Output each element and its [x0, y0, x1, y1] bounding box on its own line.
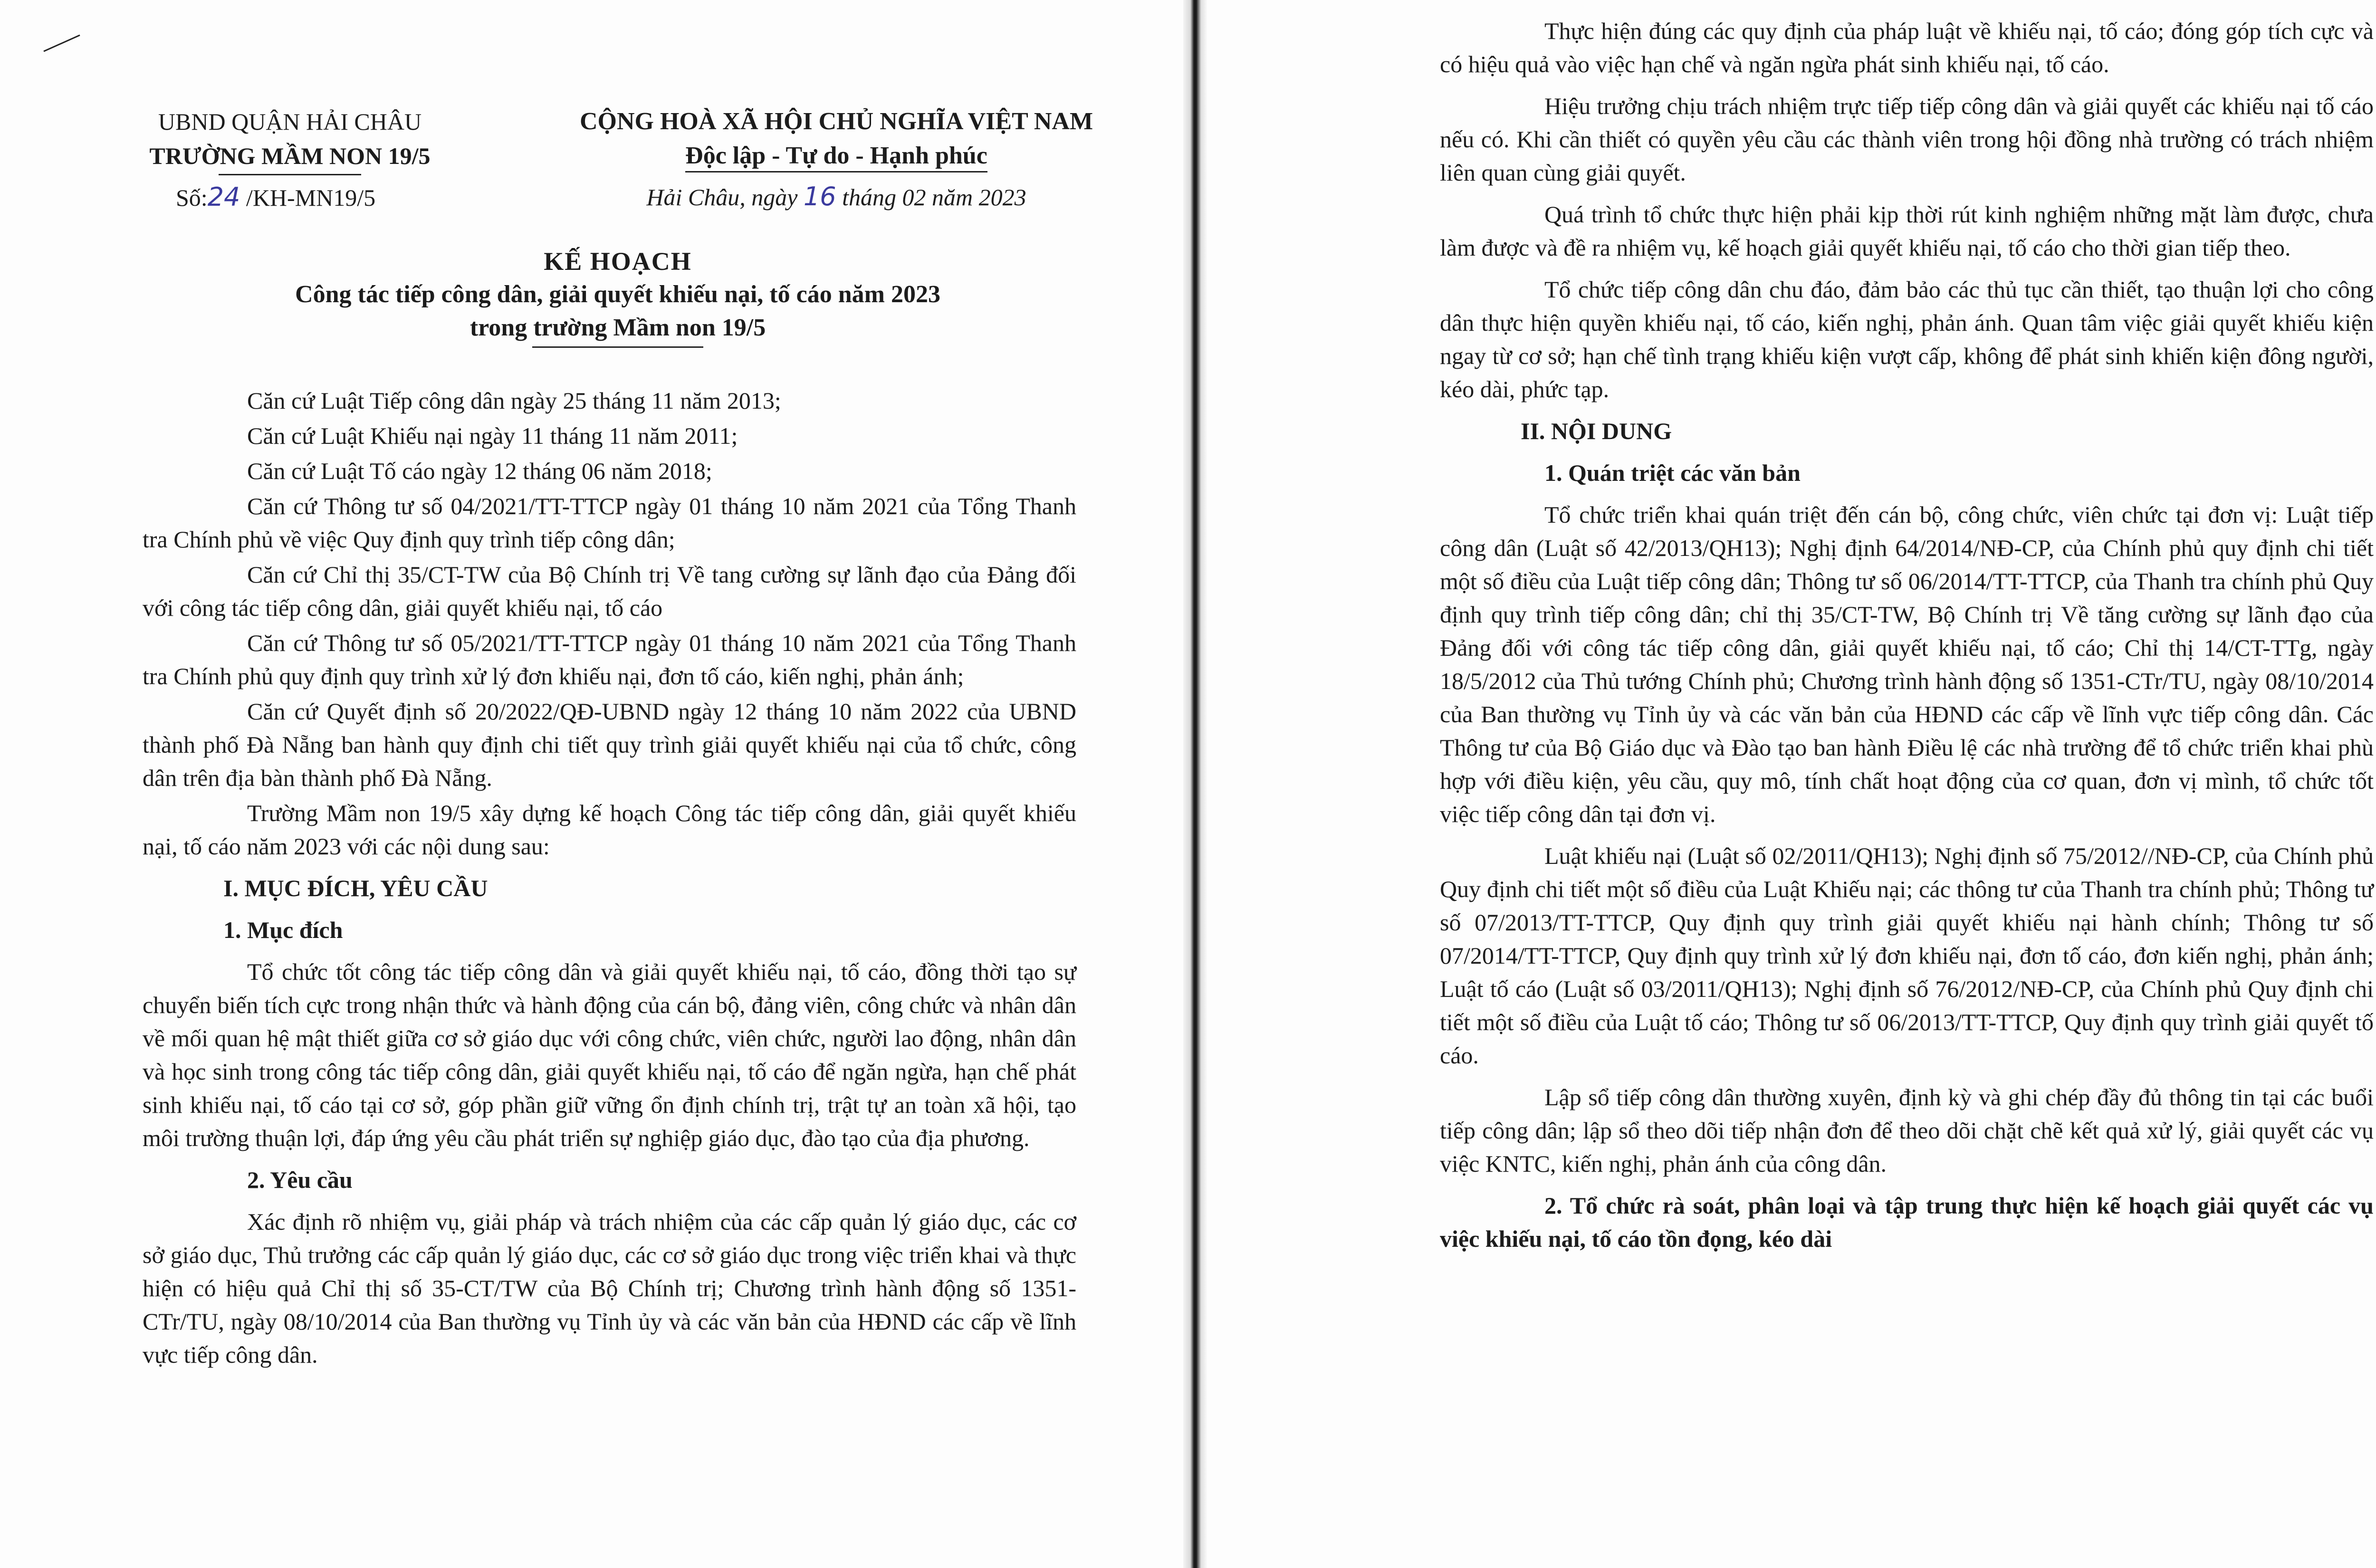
document-number [95, 180, 485, 215]
citizen-reception-paragraph: Tổ chức tiếp công dân chu đáo, đảm bảo các thủ tục cần thiết, tạo thuận lợi cho công dân thực hiện quyền khiếu nại, tố cáo, kiến nghị, phản ánh. Quan tâm việc giải quyết khiếu kiện ngay từ cơ sở; hạn chế tình trạng khiếu kiện vượt cấp, không để phát sinh khiến kiện đông người, kéo dài, phức tạp. [1440, 276, 2374, 402]
national-motto: Độc lập - Tự do - Hạnh phúc [685, 141, 987, 172]
legal-basis-1: Căn cứ Luật Tiếp công dân ngày 25 tháng 11 năm 2013; [247, 387, 781, 414]
title-line-2: trong trường Mầm non 19/5 [469, 314, 766, 341]
requirements-paragraph-2: Thực hiện đúng các quy định của pháp luật về khiếu nại, tố cáo; đóng góp tích cực và có hiệu quả vào việc hạn chế và ngăn ngừa phát sinh khiếu nại, tố cáo. [1440, 18, 2374, 77]
section-2-heading: II. NỘI DUNG [1521, 418, 1672, 444]
left-page-body [143, 384, 1076, 1380]
purpose-paragraph: Tổ chức tốt công tác tiếp công dân và giải quyết khiếu nại, tố cáo, đồng thời tạo sự chuyển biến tích cực trong nhận thức và hành động của cán bộ, đảng viên, công chức và nhân dân về mối quan hệ mật thiết giữa cơ sở giáo dục với công chức, viên chức, người lao động, nhân dân và học sinh trong công tác tiếp công dân, giải quyết khiếu nại, tố cáo để ngăn ngừa, hạn chế phát sinh khiếu nại, tố cáo tại cơ sở, góp phần giữ vững ổn định chính trị, trật tự an toàn xã hội, tạo môi trường thuận lợi, đáp ứng yêu cầu phát triển sự nghiệp giáo dục, đào tạo của địa phương. [143, 958, 1076, 1151]
requirements-paragraph: Xác định rõ nhiệm vụ, giải pháp và trách nhiệm của các cấp quản lý giáo dục, các cơ sở giáo dục, Thủ trưởng các cấp quản lý giáo dục, các cơ sở giáo dục trong việc triển khai và thực hiện có hiệu quả Chỉ thị số 35-CT/TW của Bộ Chính trị; Chương trình hành động số 1351-CTr/TU, ngày 08/10/2014 của Ban thường vụ Tỉnh ủy và các văn bản của HĐND các cấp về lĩnh vực tiếp công dân. [143, 1208, 1076, 1368]
agency-name: UBND QUẬN HẢI CHÂU [158, 108, 422, 135]
title-line-1: Công tác tiếp công dân, giải quyết khiếu nại, tố cáo năm 2023 [295, 281, 940, 308]
document-title [95, 245, 1140, 348]
school-underline [219, 174, 361, 175]
section-1-heading: I. MỤC ĐÍCH, YÊU CẦU [223, 875, 488, 901]
issuing-agency-block [95, 105, 485, 215]
right-page [1207, 0, 2376, 1568]
legal-basis-7: Căn cứ Quyết định số 20/2022/QĐ-UBND ngày 12 tháng 10 năm 2022 của UBND thành phố Đà Nẵng ban hành quy định chi tiết quy trình giải quyết khiếu nại của tổ chức, công dân trên địa bàn thành phố Đà Nẵng. [143, 698, 1076, 791]
number-suffix: /KH-MN19/5 [240, 184, 376, 211]
pen-stroke-mark [43, 33, 81, 52]
document-type: KẾ HOẠCH [544, 247, 692, 276]
handwritten-day: 16 [803, 182, 836, 211]
legal-basis-5: Căn cứ Chỉ thị 35/CT-TW của Bộ Chính trị Về tang cường sự lãnh đạo của Đảng đối với công tác tiếp công dân, giải quyết khiếu nại, tố cáo [143, 561, 1076, 621]
left-page [0, 0, 1183, 1568]
legal-basis-4: Căn cứ Thông tư số 04/2021/TT-TTCP ngày 01 tháng 10 năm 2021 của Tổng Thanh tra Chính phủ về việc Quy định quy trình tiếp công dân; [143, 493, 1076, 553]
right-page-body [1440, 14, 2374, 1264]
title-underline [532, 346, 703, 348]
handwritten-number: 24 [207, 182, 240, 212]
documents-paragraph-3: Lập sổ tiếp công dân thường xuyên, định kỳ và ghi chép đầy đủ thông tin tại các buổi tiếp công dân; lập sổ theo dõi tiếp nhận đơn để theo dõi chặt chẽ kết quả xử lý, giải quyết các vụ việc KNTC, kiến nghị, phản ánh của công dân. [1440, 1084, 2374, 1177]
subsection-review-heading: 2. Tổ chức rà soát, phân loại và tập trung thực hiện kế hoạch giải quyết các vụ việc khiếu nại, tố cáo tồn đọng, kéo dài [1440, 1192, 2374, 1252]
place-date [513, 180, 1159, 214]
documents-paragraph-1: Tổ chức triển khai quán triệt đến cán bộ, công chức, viên chức tại đơn vị: Luật tiếp công dân (Luật số 42/2013/QH13); Nghị định 64/2014/NĐ-CP, của Chính phủ quy định chi tiết một số điều của Luật tiếp công dân; Thông tư số 06/2014/TT-TTCP, của Thanh tra chính phủ Quy định quy trình tiếp công dân; chỉ thị 35/CT-TW, Bộ Chính trị Về tăng cường sự lãnh đạo của Đảng đối với công tác tiếp công dân, giải quyết khiếu nại, tố cáo; Chỉ thị 14/CT-TTg, ngày 18/5/2012 của Thủ tướng Chính phủ; Chương trình hành động số 1351-CTr/TU, ngày 08/10/2014 của Ban thường vụ Tỉnh ủy và các văn bản của HĐND các cấp về lĩnh vực tiếp công dân. Các Thông tư của Bộ Giáo dục và Đào tạo ban hành Điều lệ các nhà trường để tổ chức triển khai phù hợp với điều kiện, yêu cầu, quy mô, tính chất hoạt động của cơ quan, đơn vị mình, tổ chức tốt việc tiếp công dân tại đơn vị. [1440, 501, 2374, 827]
school-name: TRƯỜNG MẦM NON 19/5 [149, 143, 431, 169]
page-fold-gutter [1183, 0, 1207, 1568]
documents-paragraph-2: Luật khiếu nại (Luật số 02/2011/QH13); Nghị định số 75/2012//NĐ-CP, của Chính phủ Quy định chi tiết một số điều của Luật Khiếu nại; các thông tư của Thanh tra chính phủ; Thông tư số 07/2013/TT-TTCP, Quy định quy trình giải quyết khiếu nại hành chính; Thông tư số 07/2014/TT-TTCP, Quy định quy trình xử lý đơn khiếu nại, đơn tố cáo, đơn kiến nghị, phản ánh; Luật tố cáo (Luật số 03/2011/QH13); Nghị định số 76/2012/NĐ-CP, của Chính phủ Quy định chi tiết một số điều của Luật tố cáo; Thông tư số 06/2013/TT-TTCP, Quy định quy trình giải quyết tố cáo. [1440, 842, 2374, 1069]
country-name: CỘNG HOÀ XÃ HỘI CHỦ NGHĨA VIỆT NAM [579, 108, 1093, 135]
legal-basis-2: Căn cứ Luật Khiếu nại ngày 11 tháng 11 năm 2011; [247, 422, 738, 449]
legal-basis-6: Căn cứ Thông tư số 05/2021/TT-TTCP ngày 01 tháng 10 năm 2021 của Tổng Thanh tra Chính phủ quy định quy trình xử lý đơn khiếu nại, đơn tố cáo, kiến nghị, phản ánh; [143, 630, 1076, 689]
lessons-learned-paragraph: Quá trình tổ chức thực hiện phải kịp thời rút kinh nghiệm những mặt làm được, chưa làm được và đề ra nhiệm vụ, kế hoạch giải quyết khiếu nại, tố cáo cho thời gian tiếp theo. [1440, 201, 2374, 261]
subsection-documents-heading: 1. Quán triệt các văn bản [1544, 459, 1801, 486]
number-prefix: Số: [176, 184, 208, 211]
subsection-requirements-heading: 2. Yêu cầu [247, 1166, 353, 1193]
national-header-block [513, 105, 1159, 214]
place-date-suffix: tháng 02 năm 2023 [836, 184, 1026, 210]
principal-responsibility-paragraph: Hiệu trưởng chịu trách nhiệm trực tiếp tiếp công dân và giải quyết các khiếu nại tố cáo nếu có. Khi cần thiết có quyền yêu cầu các thành viên trong hội đồng nhà trường có trách nhiệm liên quan cùng giải quyết. [1440, 93, 2374, 186]
subsection-purpose-heading: 1. Mục đích [223, 917, 343, 943]
legal-basis-3: Căn cứ Luật Tố cáo ngày 12 tháng 06 năm 2018; [247, 458, 712, 484]
plan-intro: Trường Mầm non 19/5 xây dựng kế hoạch Công tác tiếp công dân, giải quyết khiếu nại, tố cáo năm 2023 với các nội dung sau: [143, 800, 1076, 860]
place-date-prefix: Hải Châu, ngày [646, 184, 804, 210]
